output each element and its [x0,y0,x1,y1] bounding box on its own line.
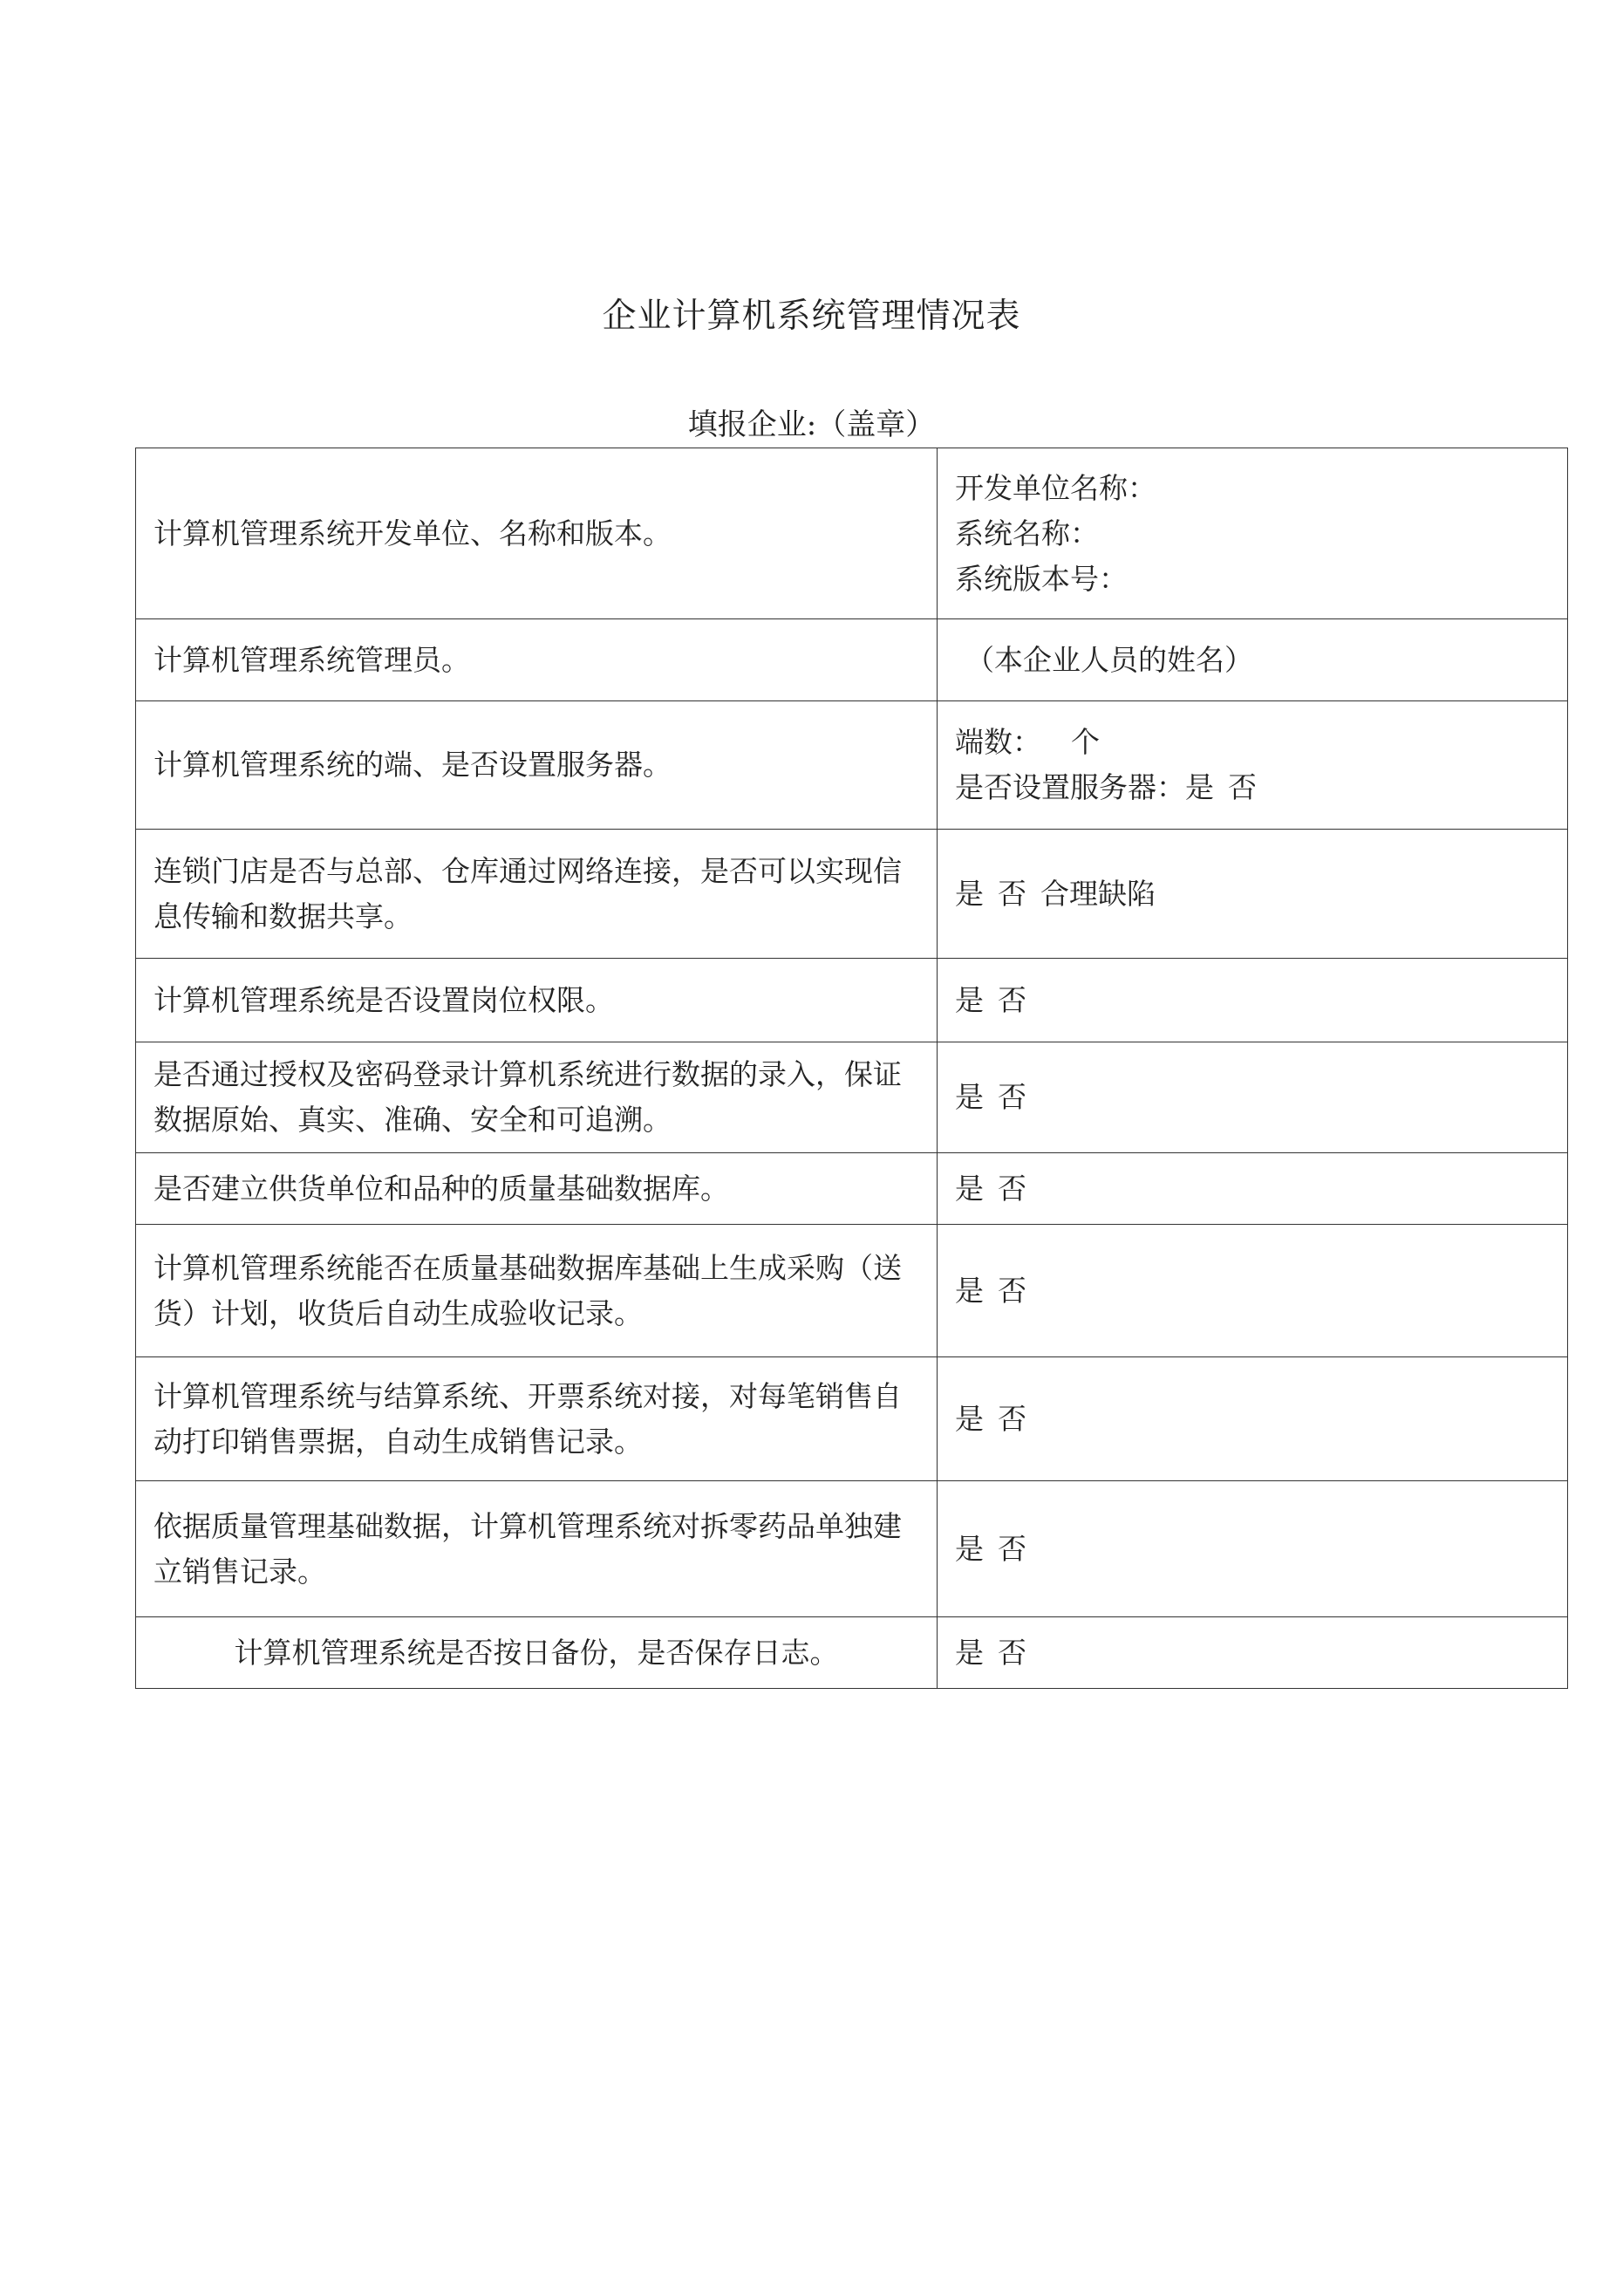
option-yes[interactable]: 是 [955,876,984,911]
system-version-field[interactable]: 系统版本号： [955,561,1128,596]
system-name-field[interactable]: 系统名称： [955,516,1099,550]
option-no[interactable]: 否 [998,1635,1026,1670]
question-cell: 计算机管理系统是否设置岗位权限。 [136,959,938,1042]
question-cell: 是否通过授权及密码登录计算机系统进行数据的录入，保证数据原始、真实、准确、安全和可追溯。 [136,1042,938,1153]
option-no[interactable]: 否 [998,1531,1026,1566]
option-no[interactable]: 否 [998,1273,1026,1308]
answer-cell [938,959,1568,1042]
server-setting-field [955,765,1550,810]
question-cell: 计算机管理系统是否按日备份，是否保存日志。 [136,1617,938,1689]
option-reasonable-defect[interactable]: 合理缺陷 [1040,876,1156,911]
question-cell: 计算机管理系统能否在质量基础数据库基础上生成采购（送货）计划，收货后自动生成验收记录。 [136,1225,938,1357]
answer-cell [938,448,1568,619]
question-cell: 连锁门店是否与总部、仓库通过网络连接，是否可以实现信息传输和数据共享。 [136,830,938,959]
terminal-unit: 个 [1071,725,1100,759]
table-row [136,619,1568,701]
administrator-name-field[interactable]: （本企业人员的姓名） [965,642,1253,677]
terminal-count-field[interactable] [955,720,1550,765]
answer-cell [938,701,1568,830]
developer-name-field[interactable]: 开发单位名称： [955,470,1156,505]
table-row [136,830,1568,959]
option-yes[interactable]: 是 [955,1273,984,1308]
option-yes[interactable]: 是 [955,1401,984,1436]
option-yes[interactable]: 是 [1185,770,1214,804]
filling-enterprise-line [0,403,1623,447]
option-no[interactable]: 否 [998,982,1026,1017]
question-cell: 计算机管理系统的端、是否设置服务器。 [136,701,938,830]
option-yes[interactable]: 是 [955,1531,984,1566]
page-title: 企业计算机系统管理情况表 [602,297,1021,336]
question-cell: 计算机管理系统管理员。 [136,619,938,701]
table-row [136,448,1568,619]
answer-cell [938,1481,1568,1617]
question-cell: 计算机管理系统与结算系统、开票系统对接，对每笔销售自动打印销售票据，自动生成销售记录。 [136,1357,938,1481]
option-yes[interactable]: 是 [955,982,984,1017]
option-yes[interactable]: 是 [955,1171,984,1206]
option-no[interactable]: 否 [998,1401,1026,1436]
table-row [136,701,1568,830]
option-no[interactable]: 否 [998,1171,1026,1206]
answer-cell [938,1225,1568,1357]
filling-enterprise-label: 填报企业: [687,407,817,442]
answer-cell [938,1357,1568,1481]
option-yes[interactable]: 是 [955,1635,984,1670]
answer-cell [938,1042,1568,1153]
table-row [136,1481,1568,1617]
answer-cell [938,830,1568,959]
option-no[interactable]: 否 [1228,770,1257,804]
question-cell: 依据质量管理基础数据，计算机管理系统对拆零药品单独建立销售记录。 [136,1481,938,1617]
table-row [136,1153,1568,1225]
option-no[interactable]: 否 [998,876,1026,911]
stamp-note: （盖章） [816,407,936,442]
option-yes[interactable]: 是 [955,1080,984,1114]
table-row [136,1042,1568,1153]
answer-cell [938,619,1568,701]
terminal-count-label: 端数： [955,725,1041,759]
answer-cell [938,1153,1568,1225]
question-cell: 计算机管理系统开发单位、名称和版本。 [136,448,938,619]
answer-cell [938,1617,1568,1689]
question-cell: 是否建立供货单位和品种的质量基础数据库。 [136,1153,938,1225]
table-row [136,1617,1568,1689]
table-row [136,959,1568,1042]
option-no[interactable]: 否 [998,1080,1026,1114]
management-table [135,448,1568,1689]
table-row [136,1357,1568,1481]
server-setting-label: 是否设置服务器： [955,770,1185,804]
table-row [136,1225,1568,1357]
